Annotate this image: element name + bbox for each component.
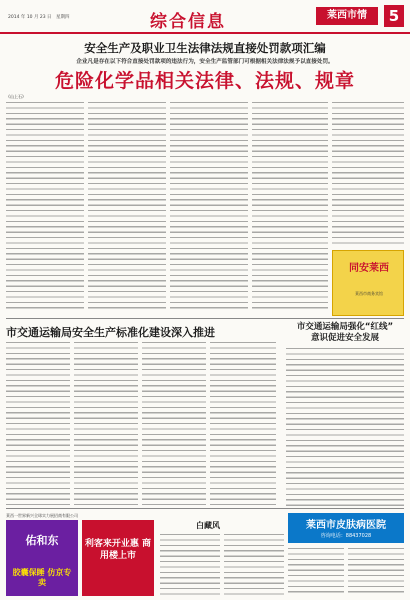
page-number: 5 (384, 5, 404, 27)
issue-date: 2014 年 10 月 23 日 星期四 (8, 15, 70, 20)
article-column-2 (88, 102, 166, 312)
advertisement-box (332, 250, 404, 316)
hospital-ad-title: 莱西市皮肤病医院 (306, 520, 386, 531)
article-column-10 (286, 348, 404, 506)
headline-transport-red-line (286, 322, 404, 344)
headline-line-2: 意识促进安全发展 (310, 333, 379, 343)
article-column-14 (348, 548, 404, 596)
headline-line-1: 市交通运输局强化“红线” (296, 322, 394, 332)
red-advertisement (82, 520, 154, 596)
headline-wind: 白藏风 (196, 521, 220, 530)
headline-hazardous-chemicals: 危险化学品相关法律、法规、规章 (54, 70, 355, 92)
article-column-8 (142, 342, 206, 506)
ad-label: 莱西一世界新兴全球实力展招商有限公司 (6, 513, 78, 518)
article-column-5 (332, 102, 404, 244)
purple-advertisement (6, 520, 78, 596)
purple-ad-title: 佑和东 (25, 534, 59, 547)
article-column-13 (288, 548, 344, 596)
headline-safety-law: 安全生产及职业卫生法律法规直接处罚款项汇编 (84, 41, 326, 55)
section-divider (6, 318, 404, 319)
article-column-6 (6, 342, 70, 506)
red-ad-title: 利客来开业惠 商用楼上市 (84, 539, 152, 561)
byline: 《山上石》 (6, 94, 26, 99)
page-header (0, 0, 410, 34)
bottom-divider (6, 508, 404, 509)
article-column-1 (6, 102, 84, 312)
article-column-3 (170, 102, 248, 312)
article-column-12 (224, 534, 284, 596)
brand-badge: 莱西市情 (316, 7, 378, 25)
hospital-ad-phone: 咨询电话：88437028 (320, 533, 372, 539)
ad-title: 同安莱西 (349, 263, 389, 274)
article-column-4 (252, 102, 328, 312)
section-title: 综合信息 (150, 12, 226, 32)
article-column-7 (74, 342, 138, 506)
headline-kicker: 企业凡是存在以下符合直接处罚款项的违法行为，安全生产监管部门可根据相关法律法规予以直接处罚。 (76, 59, 334, 65)
purple-ad-subtitle: 胶囊保睡 仿京专卖 (12, 568, 72, 587)
article-column-9 (210, 342, 276, 506)
article-column-11 (160, 534, 220, 596)
hospital-advertisement (288, 513, 404, 543)
headline-transport-standardization: 市交通运输局安全生产标准化建设深入推进 (6, 326, 215, 339)
ad-subtitle: 莱西市商务宾馆 (355, 291, 383, 296)
